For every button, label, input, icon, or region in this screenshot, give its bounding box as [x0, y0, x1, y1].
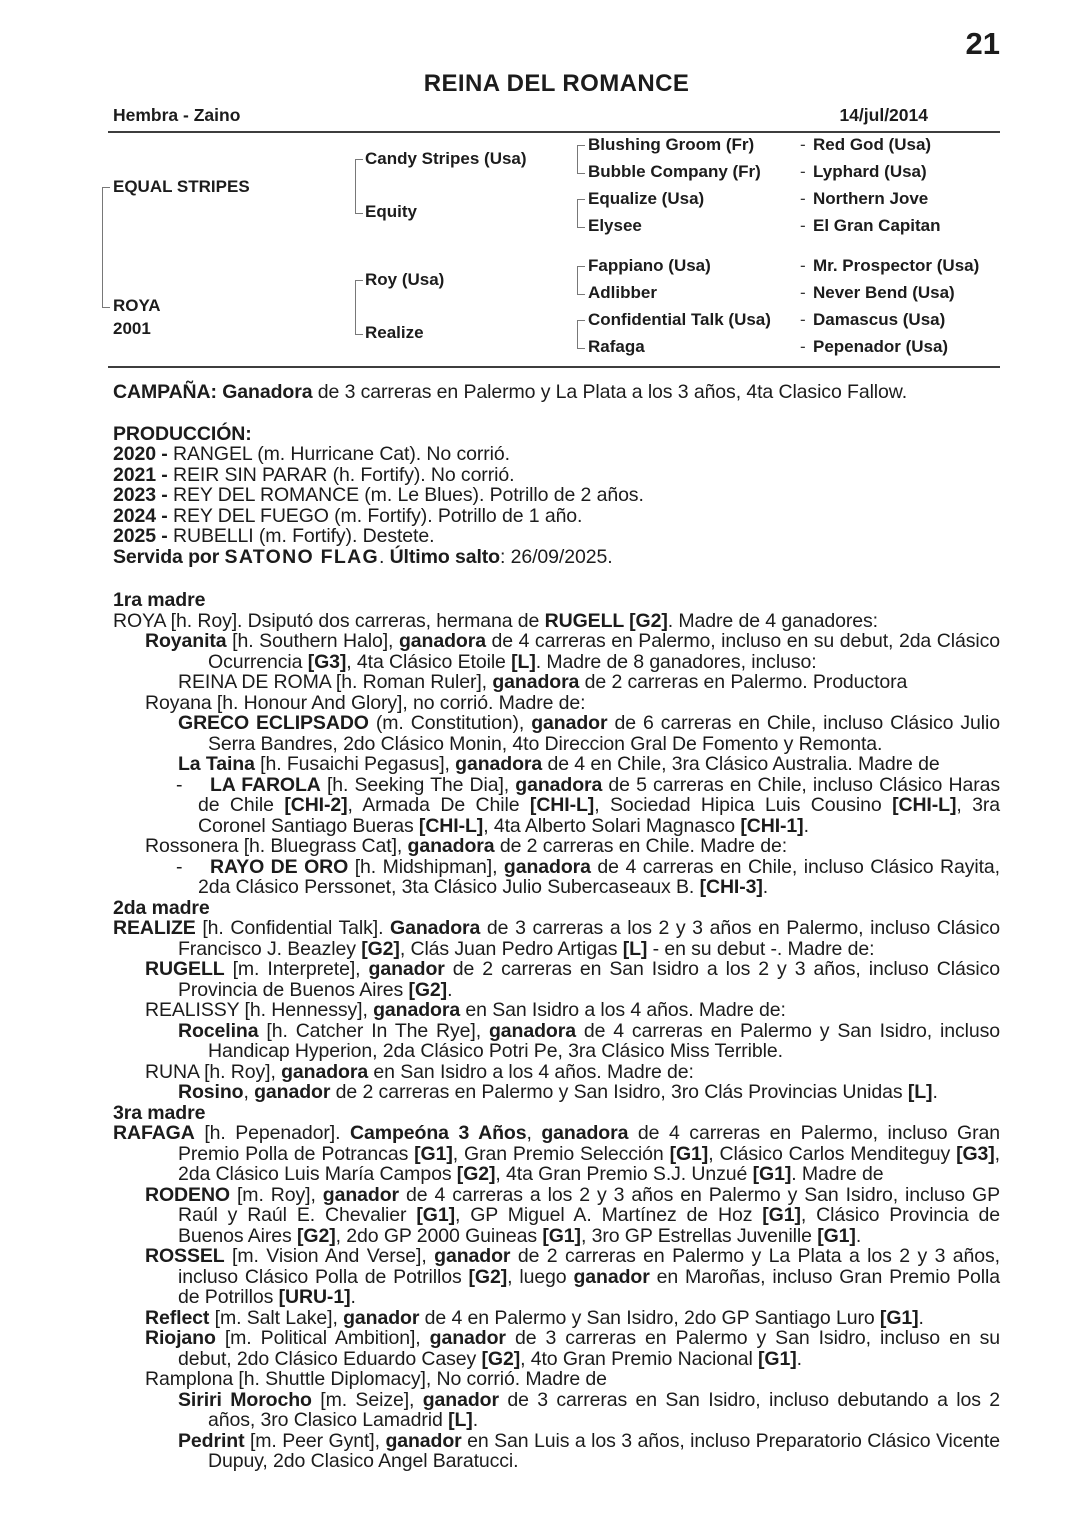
birth-date: 14/jul/2014	[839, 105, 928, 125]
text: , 2do GP 2000 Guineas	[335, 1224, 543, 1247]
gen2-dam-sire: Roy (Usa)	[365, 270, 445, 289]
pedigree-row	[113, 337, 1000, 358]
text: , 4to Gran Premio Nacional	[520, 1347, 759, 1370]
gen4-name: Pepenador (Usa)	[813, 337, 949, 356]
bold-text: Rocelina	[178, 1019, 259, 1042]
bold-text: PRODUCCIÓN:	[113, 422, 252, 445]
bold-text: [G1]	[752, 1163, 792, 1185]
pedigree-row	[113, 283, 1000, 304]
bold-text: ganador	[322, 1183, 399, 1206]
text: de 6 carreras en Chile, incluso Clásico Julio Serra Bandres, 2do Clásico Monin, 4to Direccion Gral De Fomento y Remonta.	[208, 712, 1000, 755]
bold-text: RAFAGA	[113, 1122, 195, 1144]
para-campana	[113, 382, 1000, 403]
text: RANGEL (m. Hurricane Cat). No corrió.	[173, 443, 510, 465]
bold-text: ganador	[573, 1265, 650, 1288]
bold-text: Royanita	[145, 630, 227, 652]
text: , Armada De Chile	[347, 794, 530, 816]
text: [h. Seeking The Dia],	[320, 773, 516, 796]
bold-text: 2da madre	[113, 896, 210, 919]
horizontal-rule-bottom	[108, 366, 1000, 368]
sire-name: EQUAL STRIPES	[113, 177, 250, 196]
text: [h. Confidential Talk].	[195, 917, 391, 939]
page-title: REINA DEL ROMANCE	[423, 70, 690, 97]
gen3-name: Adlibber	[588, 283, 657, 302]
bold-text: [G1]	[762, 1204, 801, 1226]
bold-text: Reflect	[145, 1306, 210, 1329]
text: ,	[526, 1122, 542, 1144]
gen4-dash-connector: -	[800, 216, 806, 235]
bold-text: [G1]	[669, 1142, 709, 1165]
bold-text: 3ra madre	[113, 1101, 206, 1124]
text: de 2 carreras en San Isidro a los 2 y 3 años, incluso Clásico Provincia de Buenos Aires	[178, 958, 1000, 1001]
bold-text: [CHI-1]	[740, 814, 804, 837]
bold-text: ganadora	[515, 773, 603, 796]
bold-text: [L]	[511, 650, 536, 673]
para-rossonera	[113, 836, 1000, 857]
para-riojano	[113, 1328, 1000, 1369]
para-siriri-morocho	[113, 1390, 1000, 1431]
text: de 4 en Palermo y San Isidro, 2do GP Santiago Luro	[419, 1306, 880, 1329]
para-greco-eclipsado	[113, 713, 1000, 754]
para-heading-3ra-madre	[113, 1103, 1000, 1124]
text: .	[796, 1347, 802, 1370]
text: [m. Seize],	[311, 1388, 423, 1411]
text: , 3ra Coronel Santiago Bueras	[198, 794, 1001, 837]
text: [h. Catcher In The Rye],	[258, 1019, 489, 1042]
bold-text: [L]	[448, 1409, 473, 1431]
bold-text: ganadora	[373, 999, 461, 1021]
text: [h. Southern Halo],	[226, 630, 399, 652]
bold-text: ganadora	[455, 753, 543, 775]
text: , 4ta Gran Premio S.J. Unzué	[495, 1163, 753, 1185]
bold-text: ganador	[368, 958, 445, 980]
gen4-name: Lyphard (Usa)	[813, 162, 927, 181]
para-rocelina	[113, 1021, 1000, 1062]
bold-text: ganador	[254, 1081, 331, 1103]
bold-text: ganador	[385, 1429, 462, 1452]
bold-text: ROSSEL	[145, 1245, 225, 1267]
text: , Clásico Provincia de Buenos Aires	[178, 1204, 1000, 1247]
text: de 4 carreras en Palermo, incluso en su debut, 2da Clásico Ocurrencia	[208, 630, 1000, 673]
bold-text: [URU-1]	[278, 1286, 351, 1308]
text: de 3 carreras en San Isidro, incluso debutando a los 2 años, 3ro Clasico Lamadrid	[208, 1388, 1000, 1431]
pedigree-bracket-main	[102, 187, 110, 308]
para-pedrint	[113, 1431, 1000, 1472]
header-subrow	[113, 105, 1000, 126]
text: [m. Roy],	[230, 1183, 323, 1206]
text: REY DEL ROMANCE (m. Le Blues). Potrillo de 2 años.	[173, 484, 644, 506]
para-servida	[113, 547, 1000, 568]
page-header	[113, 0, 1000, 131]
bold-text: RAYO DE ORO	[210, 855, 349, 878]
para-la-taina	[113, 754, 1000, 775]
bold-text: [CHI-L]	[529, 794, 595, 816]
para-royana	[113, 693, 1000, 714]
para-rafaga	[113, 1123, 1000, 1185]
gen3-name: Equalize (Usa)	[588, 189, 705, 208]
bold-text: [G1]	[817, 1224, 856, 1247]
text: , 2da Clásico Luis María Campos	[178, 1142, 1000, 1185]
text: . Madre de 8 ganadores, incluso:	[535, 650, 817, 673]
text: RUNA [h. Roy],	[145, 1060, 282, 1083]
bold-text: ganador	[422, 1388, 499, 1411]
para-runa	[113, 1062, 1000, 1083]
bold-text: [G2]	[481, 1347, 521, 1370]
list-dash-marker: -	[176, 773, 183, 796]
text: [h. Pepenador].	[194, 1122, 351, 1144]
bold-text: Riojano	[145, 1327, 216, 1349]
gen3-name: Blushing Groom (Fr)	[588, 135, 755, 154]
para-heading-1ra-madre	[113, 590, 1000, 611]
gen2-dam-dam: Realize	[365, 323, 424, 342]
gen4-dash-connector: -	[800, 337, 806, 356]
text: .	[472, 1409, 479, 1431]
text: en Maroñas, incluso Gran Premio Polla de Potrillos	[178, 1265, 1001, 1308]
para-realissy	[113, 1000, 1000, 1021]
gen4-dash-connector: -	[800, 310, 806, 329]
bold-text: ganador	[531, 712, 608, 734]
text: [h. Fusaichi Pegasus],	[254, 753, 456, 775]
text: [m. Interprete],	[224, 958, 369, 980]
para-realize	[113, 918, 1000, 959]
bold-text: GRECO ECLIPSADO	[178, 712, 369, 734]
text: de 3 carreras en Palermo y San Isidro, incluso en su debut, 2do Clásico Eduardo Casey	[178, 1327, 1000, 1370]
pedigree-row	[113, 135, 1000, 156]
para-la-farola	[113, 775, 1000, 837]
bold-text: [G2]	[361, 937, 400, 960]
bold-text: ganadora	[492, 671, 580, 693]
text: , 3ro GP Estrellas Juvenille	[580, 1224, 818, 1247]
text: de 3 carreras a los 2 y 3 años en Palermo, incluso Clásico Francisco J. Beazley	[178, 917, 1001, 960]
bold-text: LA FAROLA	[210, 773, 321, 796]
bold-text: CAMPAÑA: Ganadora	[113, 381, 313, 403]
text: .	[803, 814, 809, 837]
text: .	[447, 978, 453, 1001]
text: REINA DE ROMA [h. Roman Ruler],	[178, 671, 493, 693]
bold-text: ganadora	[488, 1019, 576, 1042]
dam-name: ROYA	[113, 296, 161, 315]
bold-text: 2025 -	[113, 525, 174, 547]
text: Rossonera [h. Bluegrass Cat],	[145, 835, 408, 857]
pedigree-row	[113, 256, 1000, 277]
text: en San Isidro a los 4 años. Madre de:	[368, 1060, 694, 1083]
bold-text: [CHI-L]	[892, 794, 957, 816]
text: ,	[243, 1081, 255, 1103]
text: [m. Salt Lake],	[209, 1306, 344, 1329]
bold-text: [G1]	[416, 1204, 455, 1226]
bold-text: Último salto	[389, 545, 500, 568]
gen4-name: Never Bend (Usa)	[813, 283, 955, 302]
bold-text: ganadora	[503, 855, 591, 878]
text: de 2 carreras en Chile. Madre de:	[494, 835, 788, 857]
bold-text: ganadora	[541, 1122, 629, 1144]
text: , GP Miguel A. Martínez de Hoz	[454, 1204, 763, 1226]
gen4-dash-connector: -	[800, 162, 806, 181]
gen3-name: Confidential Talk (Usa)	[588, 310, 771, 329]
text: REALISSY [h. Hennessy],	[145, 999, 374, 1021]
bold-text: Ganadora	[390, 917, 481, 939]
gen2-sire-dam: Equity	[365, 202, 417, 221]
bold-text: ganadora	[407, 835, 495, 857]
text: [m. Peer Gynt],	[244, 1429, 386, 1452]
production-section	[113, 424, 1000, 568]
text: de 4 carreras a los 2 y 3 años en Palermo y San Isidro, incluso GP Raúl y Raúl E. Chevalier	[178, 1183, 1000, 1226]
bold-text: 2021 -	[113, 463, 174, 486]
para-ramplona	[113, 1369, 1000, 1390]
text: .	[918, 1306, 924, 1329]
text: Ramplona [h. Shuttle Diplomacy], No corrió. Madre de	[145, 1368, 607, 1390]
text: REIR SIN PARAR (h. Fortify). No corrió.	[173, 463, 515, 486]
sex-coat-label: Hembra - Zaino	[113, 105, 241, 125]
para-foal-2024	[113, 506, 1000, 527]
text: .	[762, 876, 769, 898]
bold-text: ganadora	[281, 1060, 369, 1083]
bold-text: ganador	[434, 1245, 511, 1267]
para-foal-2023	[113, 485, 1000, 506]
text: en San Isidro a los 4 años. Madre de:	[460, 999, 786, 1021]
text: de 4 en Chile, 3ra Clásico Australia. Madre de	[542, 753, 940, 775]
bold-text: 1ra madre	[113, 589, 206, 611]
para-reina-de-roma	[113, 672, 1000, 693]
pedigree-row	[113, 310, 1000, 331]
pedigree-row	[113, 189, 1000, 210]
para-produccion-heading	[113, 424, 1000, 445]
bold-text: RUGELL [G2]	[544, 609, 668, 632]
bold-text: [L]	[622, 937, 648, 960]
text: RUBELLI (m. Fortify). Destete.	[173, 525, 435, 547]
text: , Clás Juan Pedro Artigas	[399, 937, 623, 960]
text: de 4 carreras en Palermo y San Isidro, incluso Handicap Hyperion, 2da Clásico Potri Pe, 3ra Clásico Miss Terrible.	[208, 1019, 1000, 1062]
campaign-section	[113, 382, 1000, 403]
text: , Sociedad Hipica Luis Cousino	[594, 794, 893, 816]
bold-text: REALIZE	[113, 917, 196, 939]
para-rosino	[113, 1082, 1000, 1103]
text: de 2 carreras en Palermo. Productora	[579, 671, 908, 693]
bold-text: [G3]	[307, 650, 347, 673]
text: , luego	[507, 1265, 574, 1288]
text: , 4ta Alberto Solari Magnasco	[483, 814, 741, 837]
bold-text: Siriri Morocho	[178, 1388, 312, 1411]
bold-text: [G2]	[408, 978, 448, 1001]
text: . Madre de 4 ganadores:	[667, 609, 878, 632]
bold-text: 2024 -	[113, 504, 174, 527]
bold-text: [G1]	[879, 1306, 919, 1329]
text: de 5 carreras en Chile, incluso Clásico Haras de Chile	[198, 773, 1000, 816]
text: : 26/09/2025.	[499, 545, 613, 568]
dam-family-section	[113, 590, 1000, 1472]
bold-text: Rosino	[178, 1081, 244, 1103]
text: de 4 carreras en Palermo, incluso Gran Premio Polla de Potrancas	[178, 1122, 1000, 1165]
bold-text: [G2]	[456, 1163, 496, 1185]
bold-text: 2023 -	[113, 484, 174, 506]
text: [h. Midshipman],	[348, 855, 504, 878]
bold-text: [G1]	[414, 1142, 453, 1165]
page-number: 21	[965, 26, 1000, 61]
text: REY DEL FUEGO (m. Fortify). Potrillo de 1 año.	[173, 504, 583, 527]
list-dash-marker: -	[176, 855, 183, 878]
gen4-name: Red God (Usa)	[813, 135, 932, 154]
text: , Gran Premio Selección	[452, 1142, 670, 1165]
bold-text: RUGELL	[145, 958, 225, 980]
gen2-sire-sire: Candy Stripes (Usa)	[365, 149, 527, 168]
para-rayo-de-oro	[113, 857, 1000, 898]
para-rugell	[113, 959, 1000, 1000]
text: (m. Constitution),	[368, 712, 532, 734]
bold-text: 2020 -	[113, 443, 174, 465]
text: [m. Vision And Verse],	[224, 1245, 435, 1267]
bold-text: [G2]	[297, 1224, 336, 1247]
bold-text: [G1]	[758, 1347, 797, 1370]
text: .	[932, 1081, 938, 1103]
bold-text: ganador	[343, 1306, 420, 1329]
bold-text: ganador	[429, 1327, 506, 1349]
text: de 4 carreras en Chile, incluso Clásico Rayita, 2da Clásico Perssonet, 3ta Clásico Julio Subercaseaux B.	[198, 855, 1000, 898]
bold-text: [CHI-L]	[418, 814, 484, 837]
text: Royana [h. Honour And Glory], no corrió. Madre de:	[145, 691, 586, 714]
text: [m. Political Ambition],	[215, 1327, 430, 1349]
bold-text: Servida por	[113, 545, 225, 568]
para-foal-2021	[113, 465, 1000, 486]
gen4-name: Northern Jove	[813, 189, 929, 208]
text: de 3 carreras en Palermo y La Plata a los 3 años, 4ta Clasico Fallow.	[312, 381, 908, 403]
gen4-dash-connector: -	[800, 283, 806, 302]
text: .	[855, 1224, 862, 1247]
bold-text: ganadora	[398, 630, 486, 652]
gen4-dash-connector: -	[800, 189, 806, 208]
gen4-name: Mr. Prospector (Usa)	[813, 256, 980, 275]
text: ROYA [h. Roy]. Dsiputó dos carreras, hermana de	[113, 609, 545, 632]
text: .	[378, 545, 390, 568]
dam-birth-year: 2001	[113, 319, 151, 338]
para-foal-2020	[113, 444, 1000, 465]
gen3-name: Bubble Company (Fr)	[588, 162, 761, 181]
para-heading-2da-madre	[113, 898, 1000, 919]
para-reflect	[113, 1308, 1000, 1329]
gen3-name: Fappiano (Usa)	[588, 256, 711, 275]
text: de 2 carreras en Palermo y San Isidro, 3ro Clás Provincias Unidas	[330, 1081, 908, 1103]
text: .	[350, 1286, 356, 1308]
text: de 2 carreras en Palermo y La Plata a los 2 y 3 años, incluso Clásico Polla de Potrillos	[178, 1245, 1000, 1288]
para-foal-2025	[113, 526, 1000, 547]
pedigree-row	[113, 216, 1000, 237]
text: . Madre de	[791, 1163, 884, 1185]
bold-text: La Taina	[178, 753, 255, 775]
bold-text: [CHI-3]	[699, 876, 763, 898]
bold-text: [G2]	[468, 1265, 508, 1288]
bold-text: SATONO FLAG	[224, 545, 379, 568]
bold-text: [CHI-2]	[284, 794, 348, 816]
text: , Clásico Carlos Menditeguy	[708, 1142, 957, 1165]
pedigree-gen3-gen4-rows	[113, 133, 1000, 366]
pedigree-tree	[113, 133, 1000, 366]
bold-text: Pedrint	[178, 1429, 245, 1452]
text: , 4ta Clásico Etoile	[346, 650, 512, 673]
bold-text: [G1]	[542, 1224, 581, 1247]
pedigree-row	[113, 162, 1000, 183]
para-rodeno	[113, 1185, 1000, 1247]
gen4-name: El Gran Capitan	[813, 216, 941, 235]
bold-text: [G3]	[956, 1142, 995, 1165]
bold-text: RODENO	[145, 1183, 230, 1206]
para-rossel	[113, 1246, 1000, 1308]
gen3-name: Rafaga	[588, 337, 645, 356]
text: - en su debut -. Madre de:	[647, 937, 875, 960]
bold-text: [L]	[907, 1081, 933, 1103]
gen4-dash-connector: -	[800, 256, 806, 275]
para-royanita	[113, 631, 1000, 672]
gen4-dash-connector: -	[800, 135, 806, 154]
gen4-name: Damascus (Usa)	[813, 310, 946, 329]
text: en San Luis a los 3 años, incluso Preparatorio Clásico Vicente Dupuy, 2do Clasico Angel Baratucci.	[208, 1429, 1000, 1472]
para-roya	[113, 611, 1000, 632]
gen3-name: Elysee	[588, 216, 642, 235]
bold-text: Campeóna 3 Años	[350, 1122, 527, 1144]
